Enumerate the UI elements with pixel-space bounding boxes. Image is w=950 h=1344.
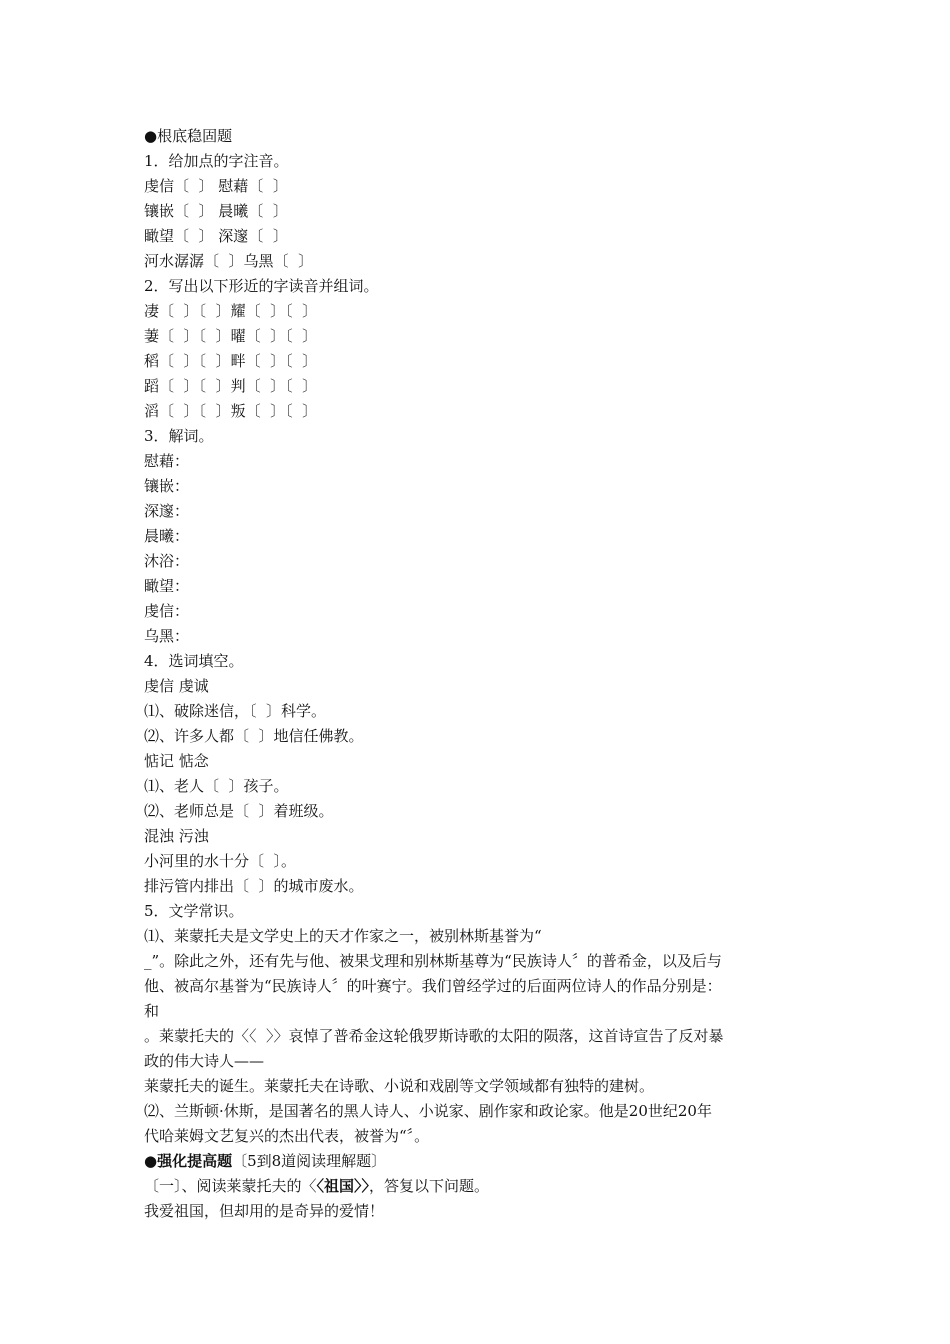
text-line: ⑴、莱蒙托夫是文学史上的天才作家之一，被别林斯基誉为“	[144, 927, 542, 945]
text-line: 1．给加点的字注音。	[144, 152, 289, 170]
text-line: 5．文学常识。	[144, 902, 244, 920]
text-line: 政的伟大诗人——	[144, 1052, 265, 1070]
text-line: 莱蒙托夫的诞生。莱蒙托夫在诗歌、小说和戏剧等文学领域都有独特的建树。	[144, 1077, 655, 1095]
text-line: 4．选词填空。	[144, 652, 244, 670]
text-line: 混浊 污浊	[144, 827, 209, 845]
text-line: ⑴、破除迷信，〔 〕科学。	[144, 702, 327, 720]
document-page	[144, 124, 824, 1224]
intro-prefix: 〔一〕、阅读莱蒙托夫的〈	[144, 1177, 317, 1195]
text-line: 瞰望：	[144, 577, 190, 595]
text-line: 和	[144, 1002, 160, 1020]
text-line: ⑴、老人〔 〕孩子。	[144, 777, 289, 795]
poem-title: 〈祖国〉〉	[316, 1177, 370, 1195]
text-line: 慰藉：	[144, 452, 190, 470]
document-body	[144, 124, 824, 1149]
text-line: 萋〔 〕〔 〕曜〔 〕〔 〕	[144, 327, 318, 345]
text-line: ●根底稳固题	[144, 127, 233, 145]
poem-first-line: 我爱祖国，但却用的是奇异的爱情！	[144, 1202, 385, 1220]
text-line: 惦记 惦念	[144, 752, 209, 770]
text-line: 他、被高尔基誉为“民族诗人〞的叶赛宁。我们曾经学过的后面两位诗人的作品分别是：	[144, 977, 722, 995]
text-line: 晨曦：	[144, 527, 190, 545]
intro-suffix: ，答复以下问题。	[369, 1177, 490, 1195]
text-line: 深邃：	[144, 502, 190, 520]
text-line: 乌黑：	[144, 627, 190, 645]
text-line: 代哈莱姆文艺复兴的杰出代表，被誉为“〞。	[144, 1127, 430, 1145]
text-line: 蹈〔 〕〔 〕判〔 〕〔 〕	[144, 377, 318, 395]
text-line: 镶嵌：	[144, 477, 190, 495]
text-line: 2．写出以下形近的字读音并组词。	[144, 277, 379, 295]
text-line: ⑵、老师总是〔 〕着班级。	[144, 802, 334, 820]
text-line: ⑵、许多人都〔 〕地信任佛教。	[144, 727, 364, 745]
text-line: 排污管内排出〔 〕的城市废水。	[144, 877, 364, 895]
section-heading-strengthen	[144, 1149, 824, 1174]
text-line: 3．解词。	[144, 427, 214, 445]
text-line: 沐浴：	[144, 552, 190, 570]
section-title: ●强化提高题	[144, 1152, 233, 1170]
text-line: 滔〔 〕〔 〕叛〔 〕〔 〕	[144, 402, 318, 420]
text-line: 虔信 虔诚	[144, 677, 209, 695]
text-line: 凄〔 〕〔 〕耀〔 〕〔 〕	[144, 302, 318, 320]
reading-intro	[144, 1174, 824, 1199]
text-line: 镶嵌〔 〕 晨曦〔 〕	[144, 202, 288, 220]
text-line: 小河里的水十分〔 〕。	[144, 852, 297, 870]
section-subtitle: 〔5到8道阅读理解题〕	[232, 1152, 387, 1170]
text-line: 河水潺潺〔 〕乌黑〔 〕	[144, 252, 314, 270]
text-line: 瞰望〔 〕 深邃〔 〕	[144, 227, 288, 245]
text-line: ⑵、兰斯顿·休斯，是国著名的黑人诗人、小说家、剧作家和政论家。他是20世纪20年	[144, 1102, 712, 1120]
text-line: 稻〔 〕〔 〕畔〔 〕〔 〕	[144, 352, 318, 370]
text-line: _”。除此之外，还有先与他、被果戈理和别林斯基尊为“民族诗人〞的普希金，以及后与	[144, 952, 722, 970]
text-line: 。莱蒙托夫的〈〈 〉〉哀悼了普希金这轮俄罗斯诗歌的太阳的陨落，这首诗宣告了反对暴	[144, 1027, 724, 1045]
text-line: 虔信〔 〕 慰藉〔 〕	[144, 177, 288, 195]
text-line: 虔信：	[144, 602, 190, 620]
